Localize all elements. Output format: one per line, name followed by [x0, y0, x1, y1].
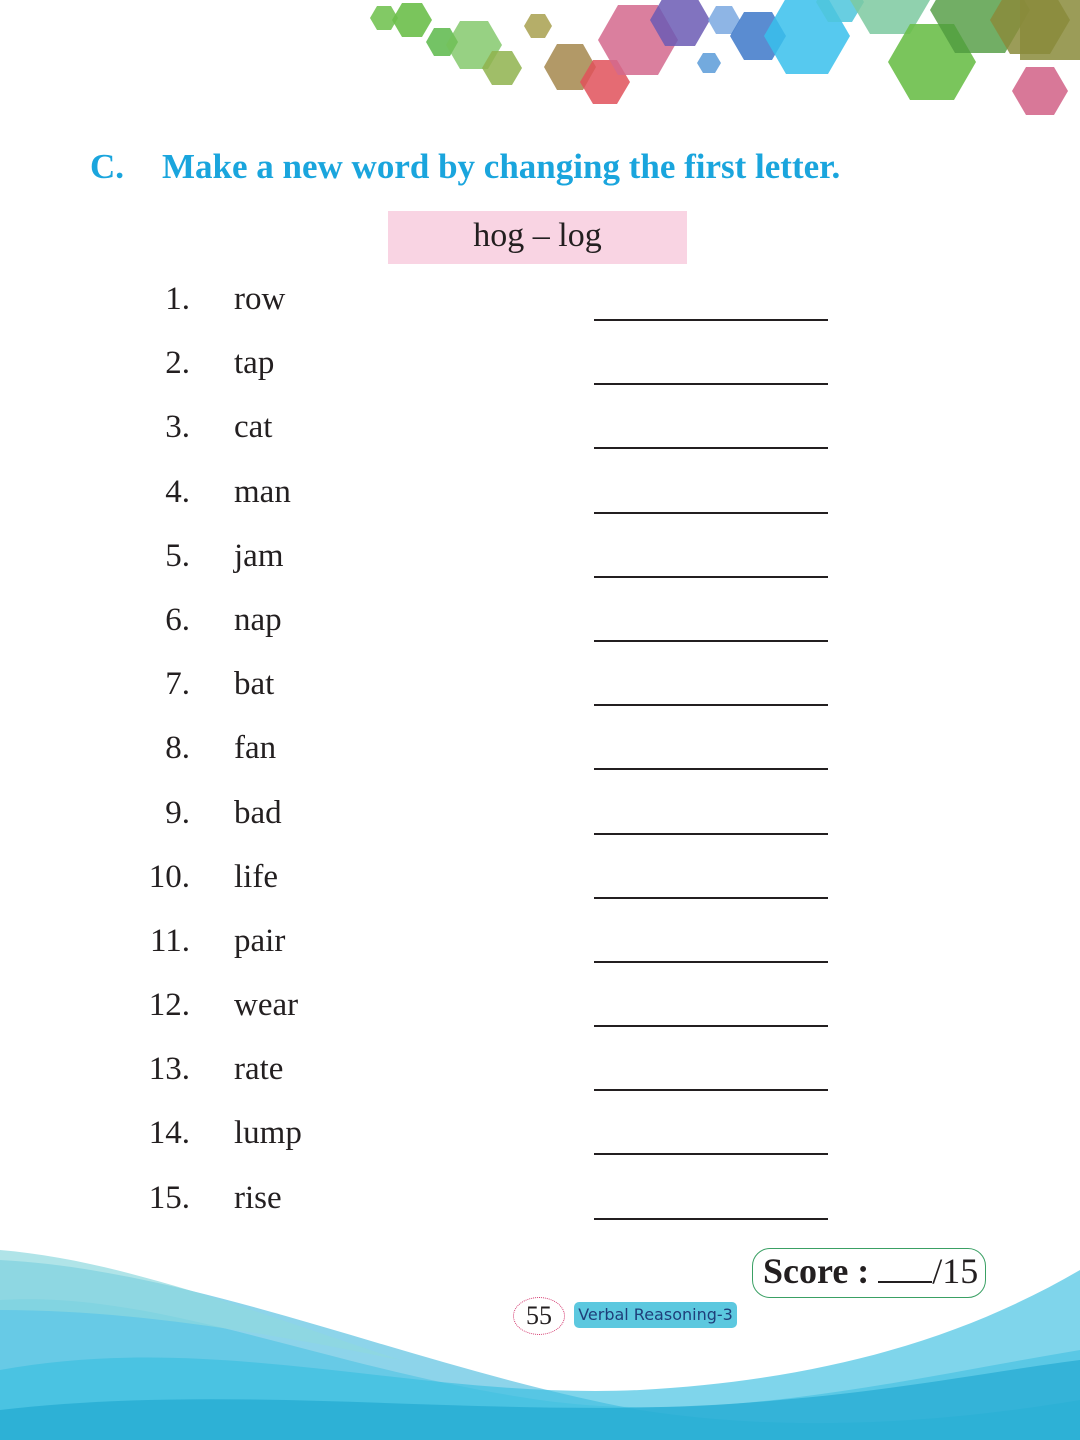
list-item — [0, 1107, 1080, 1171]
exercise-heading — [90, 147, 840, 187]
item-number: 13. — [148, 1051, 190, 1088]
item-number: 10. — [148, 858, 190, 895]
score-total: /15 — [932, 1251, 979, 1291]
item-number: 1. — [165, 281, 190, 317]
item-word: wear — [234, 987, 299, 1024]
item-word: fan — [234, 730, 277, 767]
item-word: lump — [234, 1115, 302, 1152]
item-word: life — [234, 858, 278, 895]
list-item — [0, 337, 1080, 401]
item-word: jam — [234, 537, 284, 574]
item-number: 7. — [165, 666, 190, 703]
answer-blank[interactable] — [594, 319, 828, 321]
answer-blank[interactable] — [594, 1089, 828, 1091]
answer-blank[interactable] — [594, 383, 828, 385]
list-item — [0, 787, 1080, 851]
list-item — [0, 401, 1080, 465]
score-label: Score : — [763, 1251, 870, 1291]
answer-blank[interactable] — [594, 961, 828, 963]
book-title: Verbal Reasoning-3 — [578, 1305, 733, 1324]
page-number-text: 55 — [526, 1301, 552, 1330]
list-item — [0, 979, 1080, 1043]
example-text: hog – log — [473, 217, 602, 254]
item-number: 8. — [165, 730, 190, 767]
answer-blank[interactable] — [594, 1025, 828, 1027]
page-number — [513, 1297, 565, 1335]
list-item — [0, 1043, 1080, 1107]
list-item — [0, 530, 1080, 594]
answer-blank[interactable] — [594, 833, 828, 835]
example-box — [388, 211, 687, 264]
item-word: bat — [234, 666, 275, 703]
exercise-instruction: Make a new word by changing the first letter. — [162, 147, 841, 186]
item-number: 6. — [165, 601, 190, 638]
answer-blank[interactable] — [594, 1153, 828, 1155]
item-word: bad — [234, 794, 282, 831]
item-word: pair — [234, 922, 286, 959]
item-word: row — [234, 281, 286, 317]
list-item — [0, 594, 1080, 658]
list-item — [0, 273, 1080, 337]
item-number: 9. — [165, 794, 190, 831]
item-word: rise — [234, 1179, 282, 1216]
item-word: nap — [234, 601, 282, 638]
item-word: cat — [234, 409, 273, 446]
item-number: 14. — [148, 1115, 190, 1152]
answer-blank[interactable] — [594, 704, 828, 706]
score-blank[interactable] — [878, 1251, 932, 1283]
item-number: 4. — [165, 473, 190, 510]
answer-blank[interactable] — [594, 897, 828, 899]
answer-blank[interactable] — [594, 768, 828, 770]
item-list — [0, 273, 1080, 1236]
list-item — [0, 658, 1080, 722]
hexagon-decoration — [0, 0, 1080, 130]
answer-blank[interactable] — [594, 447, 828, 449]
book-title-badge — [574, 1302, 737, 1328]
item-word: rate — [234, 1051, 284, 1088]
answer-blank[interactable] — [594, 640, 828, 642]
item-word: tap — [234, 345, 275, 382]
answer-blank[interactable] — [594, 512, 828, 514]
answer-blank[interactable] — [594, 576, 828, 578]
score-box — [752, 1248, 986, 1298]
list-item — [0, 722, 1080, 786]
answer-blank[interactable] — [594, 1218, 828, 1220]
item-number: 15. — [148, 1179, 190, 1216]
item-word: man — [234, 473, 291, 510]
item-number: 11. — [149, 922, 190, 959]
item-number: 3. — [165, 409, 190, 446]
list-item — [0, 1172, 1080, 1236]
list-item — [0, 915, 1080, 979]
item-number: 5. — [165, 537, 190, 574]
exercise-letter: C. — [90, 147, 125, 186]
item-number: 12. — [148, 987, 190, 1024]
item-number: 2. — [165, 345, 190, 382]
list-item — [0, 851, 1080, 915]
list-item — [0, 466, 1080, 530]
